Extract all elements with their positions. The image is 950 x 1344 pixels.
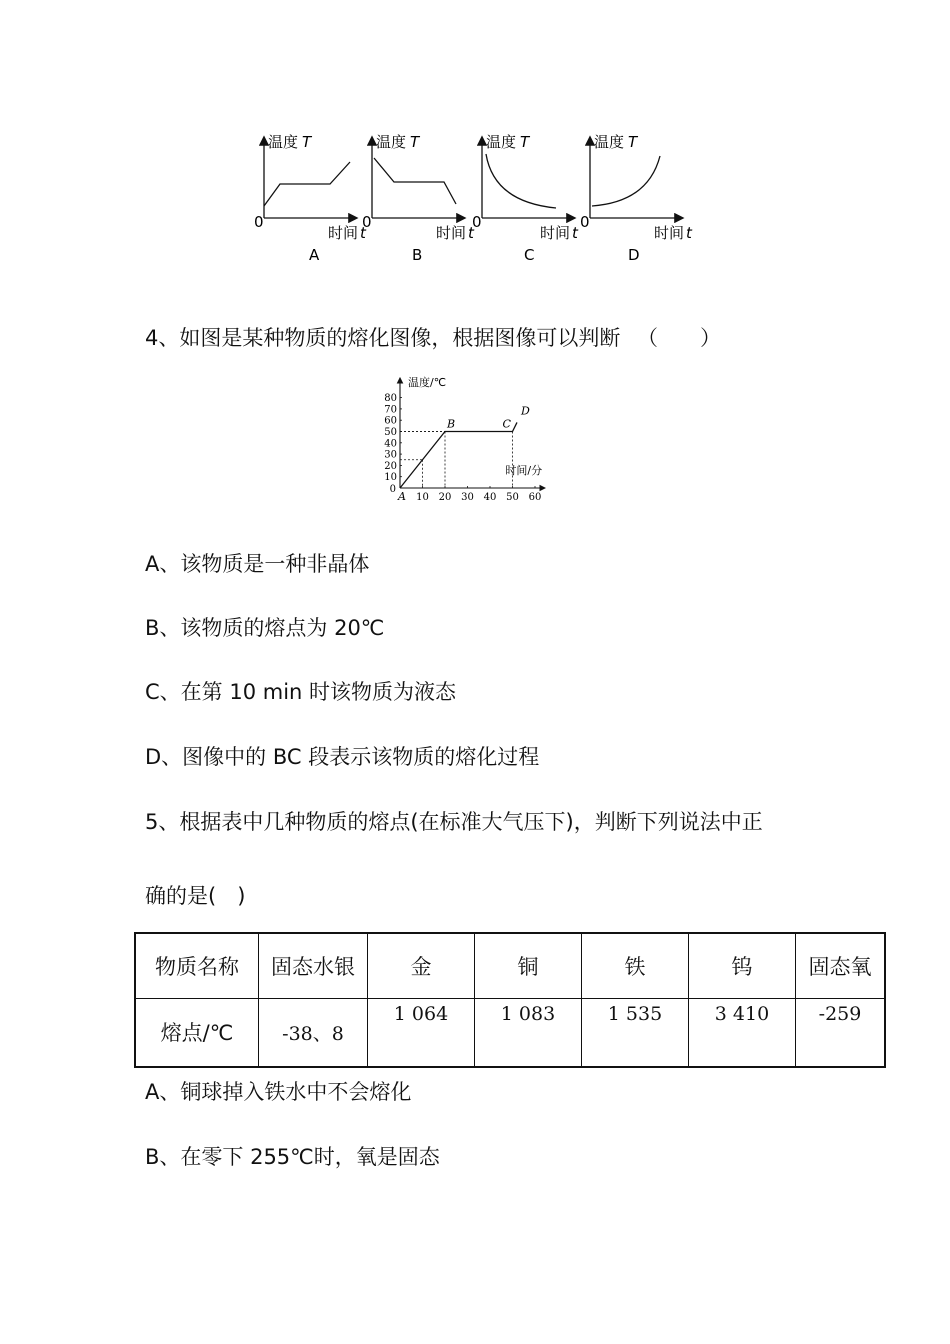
q5-option-b: B、在零下 255℃时，氧是固态	[145, 1145, 440, 1169]
svg-text:T: T	[302, 133, 312, 151]
y-tick-label: 20	[384, 460, 397, 472]
figure-d	[580, 133, 693, 264]
row-label: 熔点/℃	[135, 999, 259, 1068]
answer-paren: （ ）	[637, 326, 722, 350]
table-header-cell: 铜	[475, 933, 582, 999]
table-header-cell: 固态氧	[796, 933, 886, 999]
x-tick-label: 30	[461, 492, 474, 503]
point-label: C	[502, 417, 511, 431]
svg-text:t: t	[686, 224, 692, 242]
table-cell: 3 410	[689, 999, 796, 1068]
svg-text:时间: 时间	[540, 224, 571, 242]
svg-text:时间: 时间	[328, 224, 359, 242]
table-header-cell: 钨	[689, 933, 796, 999]
svg-text:时间: 时间	[436, 224, 467, 242]
x-tick-label: 10	[416, 492, 429, 503]
table-cell: 1 083	[475, 999, 582, 1068]
svg-text:温度: 温度	[376, 133, 407, 151]
figure-c	[472, 133, 579, 264]
panel-label: A	[309, 246, 320, 264]
svg-text:0: 0	[472, 213, 482, 231]
svg-text:温度: 温度	[486, 133, 517, 151]
table-row	[135, 999, 885, 1068]
svg-text:T: T	[520, 133, 530, 151]
option-a: A、该物质是一种非晶体	[145, 552, 370, 576]
point-label: B	[447, 417, 456, 431]
y-axis-label: 温度	[268, 133, 299, 151]
panel-label: D	[628, 246, 640, 264]
table-cell: 1 535	[582, 999, 689, 1068]
y-tick-label: 60	[384, 415, 397, 427]
question-5-line1: 5、根据表中几种物质的熔点(在标准大气压下)，判断下列说法中正	[145, 810, 763, 834]
option-b: B、该物质的熔点为 20℃	[145, 616, 385, 640]
svg-text:0: 0	[254, 213, 264, 231]
figure-b	[362, 133, 475, 264]
table-header-cell: 金	[368, 933, 475, 999]
option-d: D、图像中的 BC 段表示该物质的熔化过程	[145, 745, 540, 769]
svg-text:0: 0	[580, 213, 590, 231]
top-figures	[250, 128, 700, 268]
y-tick-label: 30	[384, 449, 397, 461]
melting-chart	[380, 372, 580, 508]
svg-text:温度: 温度	[594, 133, 625, 151]
table-cell: 1 064	[368, 999, 475, 1068]
y-tick-label: 70	[384, 404, 397, 416]
svg-text:t: t	[468, 224, 474, 242]
x-tick-label: 20	[438, 492, 452, 503]
table-header-cell: 物质名称	[135, 933, 259, 999]
x-tick-label: 60	[528, 492, 542, 503]
panel-label: C	[524, 246, 535, 264]
figure-a	[254, 133, 367, 264]
y-tick-label: 10	[384, 472, 397, 484]
svg-text:t: t	[572, 224, 578, 242]
x-axis-label: 时间/分	[505, 464, 543, 477]
table-header-cell: 固态水银	[259, 933, 368, 999]
svg-text:T: T	[628, 133, 638, 151]
x-tick-label: 40	[483, 492, 497, 503]
origin-label: 0	[389, 484, 396, 495]
y-tick-label: 50	[384, 427, 397, 438]
melting-point-table	[134, 932, 886, 1068]
point-label: D	[521, 404, 530, 418]
y-tick-label: 80	[384, 393, 397, 405]
series-line	[400, 422, 517, 488]
q5-option-a: A、铜球掉入铁水中不会熔化	[145, 1080, 412, 1104]
panel-label: B	[412, 246, 423, 264]
question-4	[145, 322, 721, 352]
option-c: C、在第 10 min 时该物质为液态	[145, 680, 457, 704]
table-cell: -38、8	[259, 999, 368, 1068]
svg-text:T: T	[410, 133, 420, 151]
question-5-line2: 确的是( )	[145, 884, 246, 908]
y-axis-label: 温度/℃	[408, 376, 447, 389]
question-4-text: 4、如图是某种物质的熔化图像，根据图像可以判断	[145, 326, 621, 350]
y-tick-label: 40	[384, 438, 397, 450]
point-label: A	[398, 490, 406, 503]
svg-text:0: 0	[362, 213, 372, 231]
table-header-cell: 铁	[582, 933, 689, 999]
svg-text:时间: 时间	[654, 224, 685, 242]
svg-text:t: t	[360, 224, 366, 242]
table-cell: -259	[796, 999, 886, 1068]
table-header-row	[135, 933, 885, 999]
x-tick-label: 50	[506, 492, 519, 503]
